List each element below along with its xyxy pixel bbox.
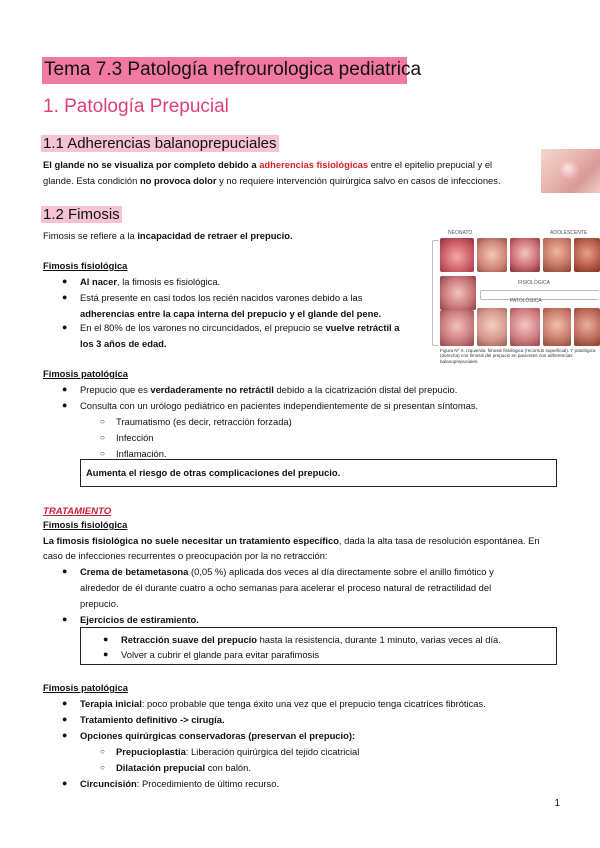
- section-heading-1: 1. Patología Prepucial: [43, 96, 229, 117]
- subsection-heading-fimosis-text: 1.2 Fimosis: [43, 206, 120, 223]
- circle-bullet-icon: ○: [100, 763, 105, 772]
- pato-item1-b: verdaderamente no retráctil: [150, 384, 274, 395]
- bullet-icon: ●: [62, 292, 68, 302]
- fisio-item-2-line-2: adherencias entre la capa interna del prepucio y el glande del pene.: [80, 308, 382, 319]
- bullet-icon: ●: [103, 634, 109, 644]
- terapia-item: [80, 696, 486, 713]
- dilatacion-item-a: Dilatación prepucial: [116, 762, 206, 773]
- figure-photo-2: [477, 238, 507, 272]
- adherencias-line-2: [43, 173, 501, 190]
- bullet-icon: ●: [62, 566, 68, 576]
- figure-photo-8: [477, 308, 507, 346]
- fimosis-fisiologica-title-text: Fimosis fisiológica: [43, 260, 128, 271]
- figure-label-neonato: NEONATO: [448, 230, 473, 236]
- figure-label-fisiologica: FISIOLÓGICA: [518, 280, 550, 286]
- figure-label-adolescente: ADOLESCENTE: [550, 230, 588, 236]
- bullet-icon: ●: [62, 730, 68, 740]
- bullet-icon: ●: [62, 322, 68, 332]
- circle-bullet-icon: ○: [100, 747, 105, 756]
- crema-item-b: (0,05 %) aplicada dos veces al día directamente sobre el anillo fimótico y: [188, 566, 494, 577]
- circuncision-item-a: Circuncisión: [80, 778, 137, 789]
- fimosis-definition: [43, 228, 293, 245]
- pato-item-2: Consulta con un urólogo pediátrico en pacientes independientemente de si presentan síntomas.: [80, 400, 479, 411]
- crema-item: [80, 564, 494, 581]
- figure-photo-9: [510, 308, 540, 346]
- adherencias-line1-a: El glande no se visualiza por completo debido a: [43, 159, 260, 170]
- prepucioplastia-item-b: : Liberación quirúrgica del tejido cicatricial: [185, 746, 360, 757]
- subsection-heading-adherencias: [41, 135, 279, 153]
- tratamiento-fisio-title-text: Fimosis fisiológica: [43, 519, 128, 530]
- bullet-icon: ●: [62, 384, 68, 394]
- ejercicios-item: Ejercicios de estiramiento.: [80, 614, 199, 625]
- figure-photo-4: [543, 238, 571, 272]
- definitivo-item: Tratamiento definitivo -> cirugía.: [80, 714, 225, 725]
- crema-item-a: Crema de betametasona: [80, 566, 189, 577]
- tratamiento-intro-a: La fimosis fisiológica no suele necesitar un tratamiento específico: [43, 535, 339, 546]
- adherencias-line1-c: entre el epitelio prepucial y el: [368, 159, 493, 170]
- ejercicios-box-item1-a: Retracción suave del prepucio: [121, 634, 257, 645]
- complications-box-text: Aumenta el riesgo de otras complicaciones del prepucio.: [86, 467, 341, 478]
- prepucioplastia-item-a: Prepucioplastia: [116, 746, 186, 757]
- pato-sub-2: Infección: [116, 432, 154, 443]
- page-number: 1: [554, 798, 560, 809]
- circle-bullet-icon: ○: [100, 433, 105, 442]
- ejercicios-box: [80, 627, 557, 665]
- figure-photo-7: [440, 310, 474, 346]
- fimosis-figure: [428, 226, 600, 368]
- fisio-item3-b: vuelve retráctil a: [325, 322, 400, 333]
- figure-label-patologica: PATOLÓGICA: [510, 298, 542, 304]
- complications-box: [80, 459, 557, 487]
- circle-bullet-icon: ○: [100, 417, 105, 426]
- pato-sub-3: Inflamación.: [116, 448, 167, 459]
- adherencias-photo: [541, 149, 600, 193]
- fisio-item-1: [80, 274, 220, 291]
- bullet-icon: ●: [62, 778, 68, 788]
- figure-photo-1: [440, 238, 474, 272]
- tratamiento-pato-title-text: Fimosis patológica: [43, 682, 128, 693]
- fimosis-def-a: Fimosis se refiere a la: [43, 230, 138, 241]
- figure-photo-6: [440, 276, 476, 310]
- bullet-icon: ●: [62, 714, 68, 724]
- figure-photo-5: [574, 238, 600, 272]
- subsection-heading-adherencias-text: 1.1 Adherencias balanoprepuciales: [43, 135, 277, 152]
- pato-item1-a: Prepucio que es: [80, 384, 151, 395]
- fimosis-patologica-title: [43, 366, 128, 383]
- fimosis-fisiologica-title: [43, 258, 127, 275]
- tratamiento-pato-title: [43, 680, 128, 697]
- figure-photo-11: [574, 308, 600, 346]
- pato-sub-1: Traumatismo (es decir, retracción forzada): [116, 416, 292, 427]
- terapia-item-a: Terapia inicial: [80, 698, 142, 709]
- subsection-heading-fimosis: [41, 206, 122, 224]
- adherencias-line2-a: glande. Esta condición: [43, 175, 140, 186]
- fisio-item-3-line-2: los 3 años de edad.: [80, 338, 167, 349]
- document-title: [42, 57, 422, 84]
- adherencias-line-1: [43, 157, 492, 174]
- tratamiento-fisio-title: [43, 517, 127, 534]
- bullet-icon: ●: [62, 400, 68, 410]
- bullet-icon: ●: [62, 276, 68, 286]
- pato-item-1: [80, 382, 457, 399]
- opciones-item: Opciones quirúrgicas conservadoras (preservan el prepucio):: [80, 730, 356, 741]
- pato-item1-c: debido a la cicatrización distal del prepucio.: [273, 384, 458, 395]
- fisio-item-2: Está presente en casi todos los recién nacidos varones debido a las: [80, 292, 363, 303]
- bullet-icon: ●: [62, 698, 68, 708]
- document-title-text: Tema 7.3 Patología nefrourologica pediatrica: [44, 59, 422, 80]
- figure-caption: Figura Nº X. Izquierda: fimosis fisiológica (recorrido superficial). Y patológica (derecha) con fimosis del prepucio en pacientes con adherencias balanoprepuciales.: [440, 348, 596, 364]
- fimosis-patologica-title-text: Fimosis patológica: [43, 368, 128, 379]
- adherencias-line2-b: no provoca dolor: [139, 175, 217, 186]
- tratamiento-intro-line-2: caso de infecciones recurrentes o preocupación por la no retracción:: [43, 550, 328, 561]
- fisio-item-3: [80, 320, 399, 337]
- circuncision-item: [80, 776, 279, 793]
- fimosis-def-b: incapacidad de retraer el prepucio.: [137, 230, 293, 241]
- prepucioplastia-item: [116, 744, 359, 761]
- dilatacion-item-b: con balón.: [205, 762, 251, 773]
- ejercicios-box-item-2: Volver a cubrir el glande para evitar parafimosis: [121, 649, 320, 660]
- crema-item-line-3: prepucio.: [80, 598, 119, 609]
- bullet-icon: ●: [62, 614, 68, 624]
- terapia-item-b: : poco probable que tenga éxito una vez que el prepucio tenga cicatrices fibróticas.: [141, 698, 486, 709]
- fisio-item3-a: En el 80% de los varones no circuncidados, el prepucio se: [80, 322, 326, 333]
- bullet-icon: ●: [103, 649, 109, 659]
- tratamiento-intro-b: , dada la alta tasa de resolución espontánea. En: [338, 535, 540, 546]
- figure-photo-3: [510, 238, 540, 272]
- figure-photo-10: [543, 308, 571, 346]
- crema-item-line-2: alrededor de él durante cuatro a ocho semanas para acelerar el proceso natural de retractilidad del: [80, 582, 492, 593]
- fisio-item1-a: Al nacer: [80, 276, 117, 287]
- adherencias-line1-highlight: adherencias fisiológicas: [259, 159, 369, 170]
- adherencias-line2-c: y no requiere intervención quirúrgica salvo en casos de infecciones.: [216, 175, 501, 186]
- dilatacion-item: [116, 760, 251, 777]
- figure-bracket: [432, 240, 439, 346]
- tratamiento-heading-text: TRATAMIENTO: [43, 506, 112, 517]
- ejercicios-box-item1-b: hasta la resistencia, durante 1 minuto, varias veces al día.: [256, 634, 501, 645]
- circle-bullet-icon: ○: [100, 449, 105, 458]
- fisio-item1-b: , la fimosis es fisiológica.: [117, 276, 221, 287]
- circuncision-item-b: : Procedimiento de último recurso.: [136, 778, 280, 789]
